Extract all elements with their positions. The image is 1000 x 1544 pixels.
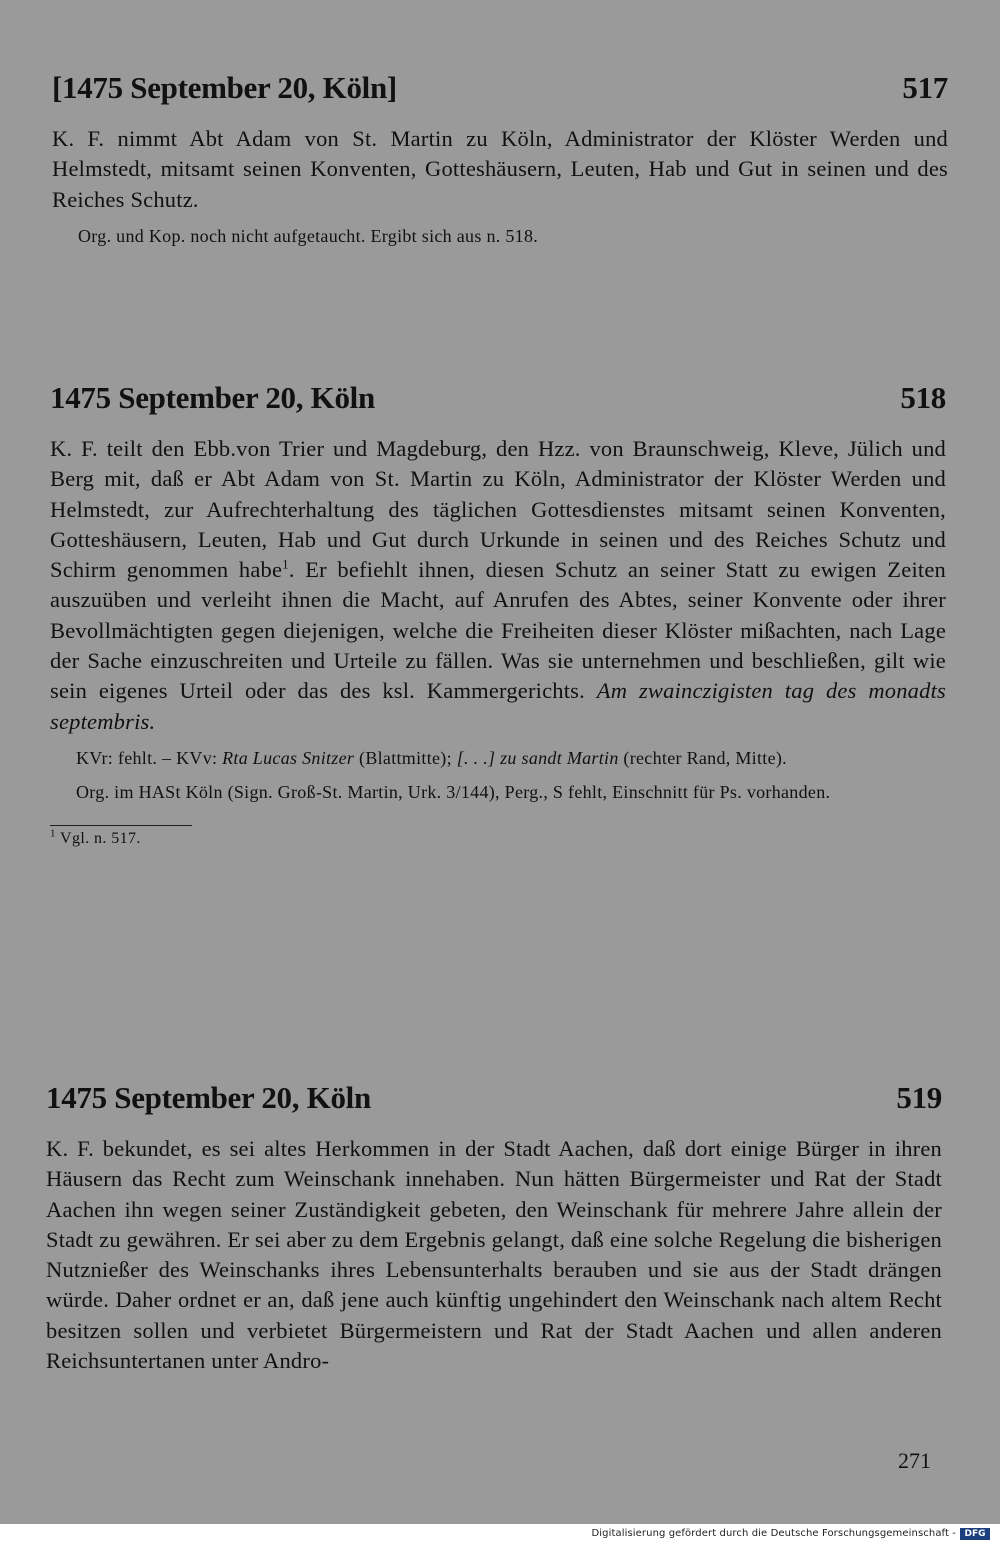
footnote — [50, 827, 946, 848]
note-text: (Blattmitte); — [354, 747, 457, 768]
dfg-logo: DFG — [960, 1528, 990, 1540]
note-text: (rechter Rand, Mitte). — [618, 747, 787, 768]
entry-heading-row — [52, 70, 948, 106]
entry-heading-row — [50, 380, 946, 416]
footnote-mark: 1 — [50, 827, 56, 840]
entry-heading: 1475 September 20, Köln — [46, 1080, 371, 1115]
entry-heading: 1475 September 20, Köln — [50, 380, 375, 415]
footnote-reference: 1 — [282, 556, 289, 572]
summary-text: K. F. teilt den Ebb.von Trier und Magdeburg, den Hzz. von Braunschweig, Kleve, Jülich und Berg mit, daß er Abt Adam von St. Martin zu Köln, Administrator der Klöster Werden und Helmstedt, zur Aufrechterhaltung des täglichen Gottesdienstes mitsamt seinen Konventen, Gotteshäusern, Leuten, Hab und Gut durch Urkunde in seinen und des Reiches Schutz und Schirm genommen habe — [50, 436, 946, 583]
page-number: 271 — [898, 1448, 931, 1473]
note-text: KVr: fehlt. – KVv: — [76, 747, 223, 768]
entry-519 — [46, 1080, 942, 1376]
entry-note: Org. und Kop. noch nicht aufgetaucht. Ergibt sich aus n. 518. — [78, 225, 539, 246]
entry-summary — [50, 434, 946, 737]
date-clause: Am zwainczigisten tag des monadts septembris. — [50, 678, 946, 734]
entry-heading-row — [46, 1080, 942, 1116]
summary-text-continued: . Er befiehlt ihnen, diesen Schutz an seiner Statt zu ewigen Zeiten auszuüben und verleiht ihnen die Macht, auf Anrufen des Abtes, seiner Konvente oder ihrer Bevollmächtigten gegen diejenigen, welche die Freiheiten dieser Klöster mißachten, nach Lage der Sache einzuschreiten und Urteile zu fällen. Was sie unternehmen und beschließen, gilt wie sein eigenes Urteil oder das des ksl. Kammergerichts. — [50, 557, 946, 704]
entry-heading: [1475 September 20, Köln] — [52, 70, 397, 105]
funding-credit: Digitalisierung gefördert durch die Deutsche Forschungsgemeinschaft - — [591, 1528, 956, 1539]
entry-number: 519 — [896, 1080, 942, 1115]
entry-number: 518 — [900, 380, 946, 415]
entry-number: 517 — [902, 70, 948, 105]
footnote-divider — [50, 825, 192, 826]
footnote-text: Vgl. n. 517. — [55, 829, 141, 847]
note-italic: Rta Lucas Snitzer — [222, 747, 355, 768]
entry-518 — [50, 380, 946, 848]
entry-summary: K. F. nimmt Abt Adam von St. Martin zu Köln, Administrator der Klöster Werden und Helmstedt, mitsamt seinen Konventen, Gotteshäusern, Leuten, Hab und Gut in seinen und des Reiches Schutz. — [52, 126, 948, 212]
note-italic: [. . .] zu sandt Martin — [456, 747, 619, 768]
entry-517 — [52, 70, 948, 249]
entry-note-source: Org. im HASt Köln (Sign. Groß-St. Martin, Urk. 3/144), Perg., S fehlt, Einschnitt für Ps. vorhanden. — [76, 781, 831, 802]
entry-summary: K. F. bekundet, es sei altes Herkommen in der Stadt Aachen, daß dort einige Bürger in ihren Häusern das Recht zum Weinschank innehaben. Nun hätten Bürgermeister und Rat der Stadt Aachen ihn wegen seiner Zuständigkeit gebeten, den Weinschank für mehrere Jahre allein der Stadt zu gewähren. Er sei aber zu dem Ergebnis gelangt, daß eine solche Regelung die bisherigen Nutznießer des Weinschanks ihres Lebensunterhalts berauben und sie aus der Stadt drängen würde. Daher ordnet er an, daß jene auch künftig ungehindert den Weinschank nach altem Recht besitzen sollen und verbietet Bürgermeistern und Rat der Stadt Aachen und allen anderen Reichsuntertanen unter Andro- — [46, 1136, 942, 1374]
entry-note-endorsement — [50, 745, 946, 771]
